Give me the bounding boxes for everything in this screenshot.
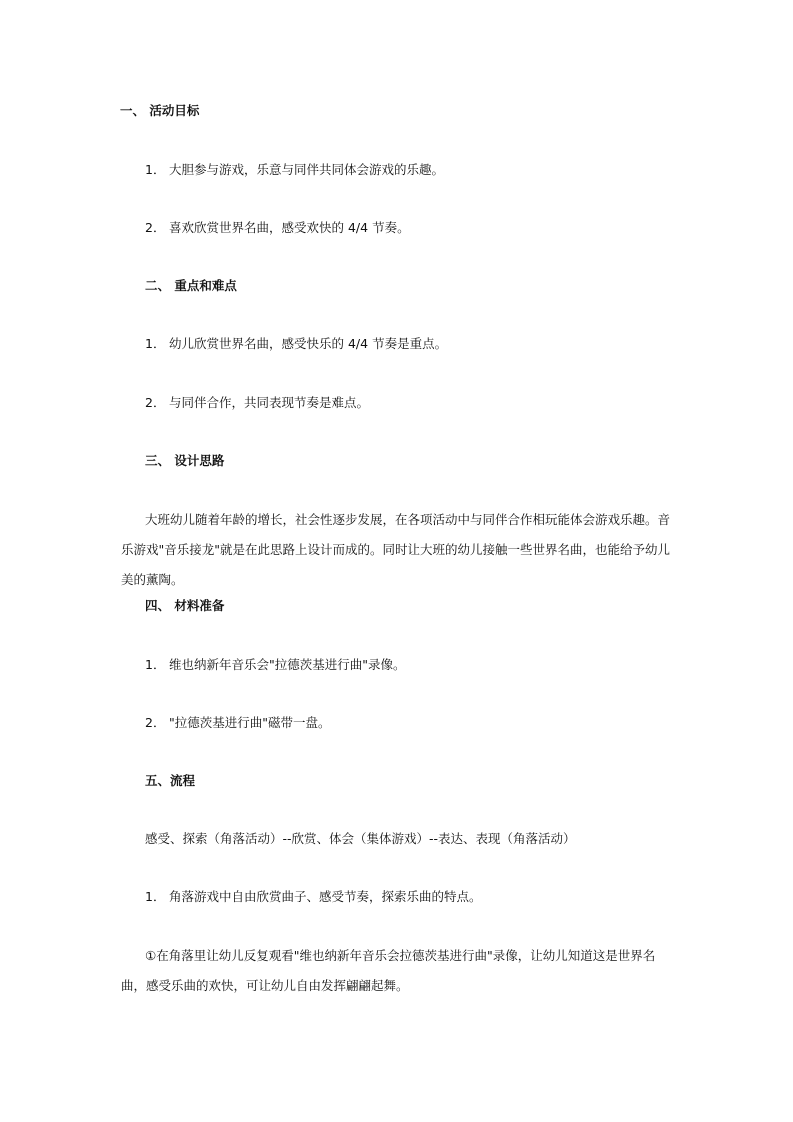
list-item-text: 与同伴合作，共同表现节奏是难点。 — [169, 395, 370, 410]
list-item — [145, 220, 410, 236]
list-item-number: 2． — [145, 715, 166, 730]
list-item-text: 维也纳新年音乐会"拉德茨基进行曲"录像。 — [169, 657, 406, 672]
list-item-number: 1． — [145, 162, 166, 177]
section-5-heading: 五、流程 — [145, 773, 196, 788]
list-item-text: 大胆参与游戏，乐意与同伴共同体会游戏的乐趣。 — [169, 162, 445, 177]
list-item-number: 1． — [145, 657, 166, 672]
list-item-number: 1． — [145, 889, 166, 904]
list-item — [145, 889, 482, 905]
flow-paragraph — [121, 941, 673, 1001]
list-item — [145, 395, 369, 411]
design-paragraph — [121, 505, 673, 595]
flow-description: 感受、探索（角落活动）--欣赏、体会（集体游戏）--表达、表现（角落活动） — [145, 831, 576, 846]
list-item-text: 角落游戏中自由欣赏曲子、感受节奏，探索乐曲的特点。 — [169, 889, 482, 904]
paragraph-text: 大班幼儿随着年龄的增长，社会性逐步发展，在各项活动中与同伴合作相玩能体会游戏乐趣。音乐游戏"音乐接龙"就是在此思路上设计而成的。同时让大班的幼儿接触一些世界名曲，也能给予幼儿美的薰陶。 — [121, 512, 671, 587]
list-item-text: 幼儿欣赏世界名曲，感受快乐的 4/4 节奏是重点。 — [169, 336, 448, 351]
list-item — [145, 715, 331, 731]
section-1-heading: 一、 活动目标 — [120, 103, 200, 118]
list-item-number: 1． — [145, 336, 166, 351]
list-item — [145, 657, 406, 673]
paragraph-text: ①在角落里让幼儿反复观看"维也纳新年音乐会拉德茨基进行曲"录像，让幼儿知道这是世界名曲，感受乐曲的欢快，可让幼儿自由发挥翩翩起舞。 — [121, 948, 656, 993]
list-item-number: 2． — [145, 220, 166, 235]
list-item-text: 喜欢欣赏世界名曲，感受欢快的 4/4 节奏。 — [169, 220, 410, 235]
list-item-number: 2． — [145, 395, 166, 410]
list-item — [145, 162, 444, 178]
list-item-text: "拉德茨基进行曲"磁带一盘。 — [169, 715, 331, 730]
section-2-heading: 二、 重点和难点 — [145, 278, 237, 293]
section-4-heading: 四、 材料准备 — [145, 598, 225, 613]
section-3-heading: 三、 设计思路 — [145, 453, 225, 468]
list-item — [145, 336, 447, 352]
